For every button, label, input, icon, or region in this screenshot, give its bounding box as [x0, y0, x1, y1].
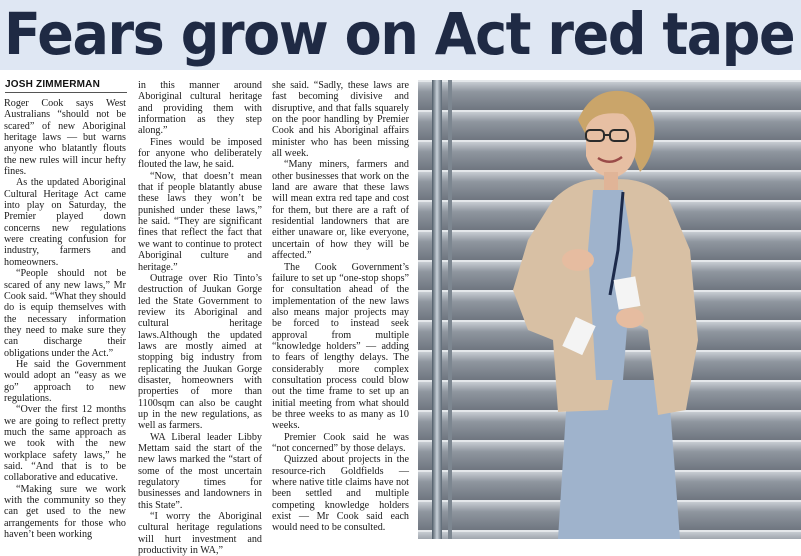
- paragraph: she said. “Sadly, these laws are fast becoming divisive and disruptive, and that falls squarely on the poor handling by Premier Cook and his Aboriginal affairs minister who has been missing all week.: [272, 80, 409, 160]
- paragraph: “Making sure we work with the community so they can get used to the new arrangements for those who haven’t been working: [4, 483, 126, 541]
- paragraph: Roger Cook says West Australians “should not be scared” of new Aboriginal heritage laws — but warns anyone who blatantly flouts the new rules will incur hefty fines.: [4, 98, 126, 178]
- paragraph: WA Liberal leader Libby Mettam said the start of the new laws marked the “start of some of the most uncertain regulatory times for businesses and landowners in this State”.: [138, 431, 262, 511]
- headline: Fears grow on Act red tape: [4, 0, 795, 68]
- paragraph: Premier Cook said he was “not concerned” by those delays.: [272, 431, 409, 454]
- woman-figure: [418, 80, 801, 539]
- article-column-1: [4, 98, 126, 540]
- byline-rule: [5, 92, 127, 93]
- premier-photo: [418, 80, 801, 539]
- paragraph: in this manner around Aboriginal cultural heritage and providing them with information as they step along.”: [138, 80, 262, 137]
- paragraph: “Now, that doesn’t mean that if people blatantly abuse these laws they won’t be punished under these laws,” he said. “They are significant fines that reflect the fact that we want to continue to protect Aboriginal culture and heritage.”: [138, 170, 262, 273]
- byline: JOSH ZIMMERMAN: [5, 79, 101, 90]
- paragraph: Quizzed about projects in the resource-rich Goldfields — where native title claims have not been settled and multiple competing knowledge holders exist — Mr Cook said each would need to be consulted.: [272, 454, 409, 534]
- paragraph: “Over the first 12 months we are going to reflect pretty much the same approach as we took with the new workplace safety laws,” he said. “And that is to be collaborative and educative.: [4, 404, 126, 484]
- paragraph: “Many miners, farmers and other businesses that work on the land are aware that these laws will mean extra red tape and cost for them, but there are a raft of residential landowners that are either unaware or, like everyone, uncertain of how they will be affected.”: [272, 159, 409, 262]
- article-column-2: [138, 80, 262, 556]
- article-column-3: [272, 80, 409, 534]
- paragraph: Fines would be imposed for anyone who deliberately flouted the law, he said.: [138, 136, 262, 171]
- paragraph: “People should not be scared of any new laws,” Mr Cook said. “What they should do is equip themselves with the necessary information they need to make sure they can discharge their obligations under the Act.”: [4, 268, 126, 359]
- paragraph: Outrage over Rio Tinto’s destruction of Juukan Gorge led the State Government to review its Aboriginal and cultural heritage laws.Although the updated laws are mostly aimed at stopping big industry from replicating the Juukan Gorge disaster, homeowners with properties of more than 1100sqm can also be caught up in the new regulations, as well as farmers.: [138, 272, 262, 432]
- paragraph: He said the Government would adopt an “easy as we go” approach to new regulations.: [4, 358, 126, 404]
- paragraph: The Cook Government’s failure to set up “one-stop shops” for consultation ahead of the implementation of the new laws also means major projects may be forced to instead seek approval from multiple “knowledge holders” — adding to fears of lengthy delays. The considerably more complex consultation process could blow out the time frame to set up an initial meeting from what should be three weeks to as many as 10 weeks.: [272, 261, 409, 432]
- paragraph: As the updated Aboriginal Cultural Heritage Act came into play on Saturday, the Premier played down concerns new regulations were creating confusion for industry, farmers and homeowners.: [4, 177, 126, 268]
- paragraph: “I worry the Aboriginal cultural heritage regulations will hurt investment and productivity in WA,”: [138, 511, 262, 556]
